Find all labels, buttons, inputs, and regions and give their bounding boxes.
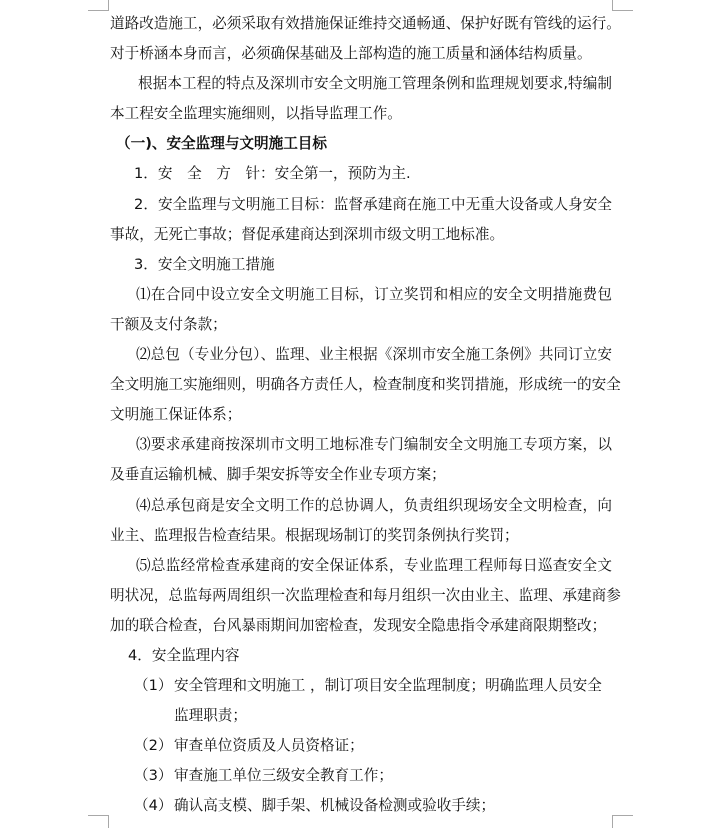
paragraph-line: ⑸总监经常检查承建商的安全保证体系，专业监理工程师每日巡查安全文 <box>136 556 612 574</box>
paragraph-line: ⑴在合同中设立安全文明施工目标，订立奖罚和相应的安全文明措施费包 <box>136 285 612 303</box>
paragraph-line: 加的联合检查，台风暴雨期间加密检查，发现安全隐患指令承建商限期整改； <box>110 616 607 634</box>
paragraph-line: 4．安全监理内容 <box>128 646 240 664</box>
list-item <box>110 671 612 701</box>
list-item <box>110 761 612 791</box>
page-corner-mark-bottom-right <box>612 815 633 828</box>
list-item <box>110 791 612 821</box>
paragraph-line: 道路改造施工，必须采取有效措施保证维持交通畅通、保护好既有管线的运行。 <box>110 15 621 32</box>
paragraph-line: 1．安 全 方 针：安全第一，预防为主. <box>134 165 411 183</box>
paragraph-line: ⑵总包（专业分包）、监理、业主根据《深圳市安全施工条例》共同订立安 <box>136 346 612 364</box>
list-number: （2） <box>134 737 173 755</box>
paragraph-line: 明状况，总监每两周组织一次监理检查和每月组织一次由业主、监理、承建商参 <box>110 586 621 604</box>
list-number: （3） <box>134 767 173 785</box>
paragraph-line: ⑶要求承建商按深圳市文明工地标准专门编制安全文明施工专项方案，以 <box>136 436 612 454</box>
paragraph-line: 事故，无死亡事故；督促承建商达到深圳市级文明工地标准。 <box>110 225 505 243</box>
section-heading: （一)、安全监理与文明施工目标 <box>116 135 327 153</box>
paragraph-line: 2．安全监理与文明施工目标：监督承建商在施工中无重大设备或人身安全 <box>134 195 612 213</box>
page-corner-mark-top-left <box>88 0 109 11</box>
list-item <box>110 731 612 761</box>
list-text: 监理职责； <box>174 707 247 725</box>
paragraph-line: 3．安全文明施工措施 <box>134 255 275 273</box>
list-item-continuation <box>110 701 612 731</box>
document-body <box>110 9 621 822</box>
paragraph-line: 本工程安全监理实施细则，以指导监理工作。 <box>110 105 402 123</box>
paragraph-line: 全文明施工实施细则，明确各方责任人，检查制度和奖罚措施，形成统一的安全 <box>110 376 621 394</box>
list-text: 审查单位资质及人员资格证； <box>174 737 364 755</box>
list-number: （4） <box>134 797 173 815</box>
list-text: 安全管理和文明施工 ，制订项目安全监理制度；明确监理人员安全 <box>174 677 602 695</box>
page-corner-mark-top-right <box>612 0 633 11</box>
list-text: 审查施工单位三级安全教育工作； <box>174 767 393 785</box>
paragraph-line: 根据本工程的特点及深圳市安全文明施工管理条例和监理规划要求,特编制 <box>138 75 612 93</box>
paragraph-line: 文明施工保证体系； <box>110 406 242 424</box>
list-number: （1） <box>134 677 173 695</box>
paragraph-line: 及垂直运输机械、脚手架安拆等安全作业专项方案； <box>110 466 446 484</box>
page-corner-mark-bottom-left <box>88 815 109 828</box>
paragraph-line: 业主、监理报告检查结果。根据现场制订的奖罚条例执行奖罚； <box>110 526 519 544</box>
list-text: 确认高支模、脚手架、机械设备检测或验收手续； <box>174 797 496 815</box>
paragraph-line: 干额及支付条款； <box>110 315 227 333</box>
paragraph-line: ⑷总承包商是安全文明工作的总协调人，负责组织现场安全文明检查，向 <box>136 496 612 514</box>
paragraph-line: 对于桥涵本身而言，必须确保基础及上部构造的施工质量和涵体结构质量。 <box>110 45 592 63</box>
